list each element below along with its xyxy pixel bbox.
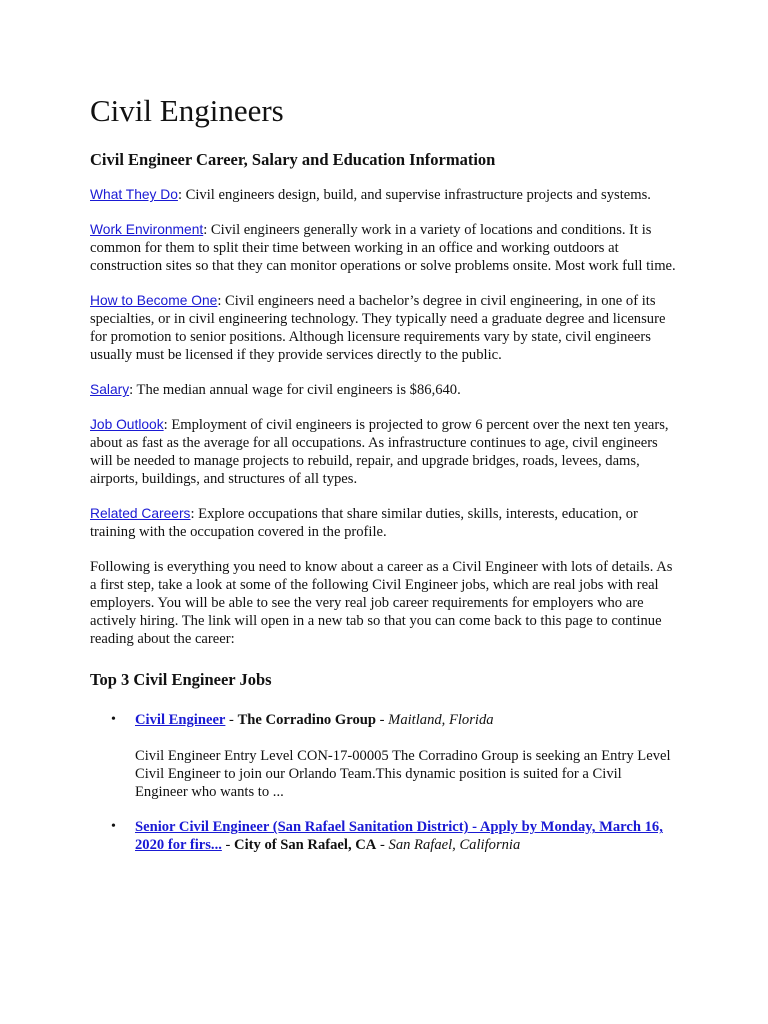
page-title: Civil Engineers [90,93,284,128]
section-job-outlook [90,416,678,488]
job-location: San Rafael, California [388,837,521,854]
what-they-do-link[interactable]: What They Do [90,187,178,203]
section-text: : Civil engineers generally work in a variety of locations and conditions. It is common for them to split their time between working in an office and working outdoors at construction sites so that they can monitor operations or solve problems onsite. Most work full time. [90,222,676,275]
job-outlook-link[interactable]: Job Outlook [90,417,164,433]
work-environment-link[interactable]: Work Environment [90,222,204,238]
section-text: : Civil engineers design, build, and supervise infrastructure projects and systems. [177,187,651,204]
intro-paragraph: Following is everything you need to know about a career as a Civil Engineer with lots of details. As a first step, take a look at some of the following Civil Engineer jobs, which are real jobs with real employers. You will be able to see the very real job career requirements for employers who are actively hiring. The link will open in a new tab so that you can come back to this page to continue reading about the career: [90,559,673,648]
section-text: : Employment of civil engineers is projected to grow 6 percent over the next ten years, about as fast as the average for all occupations. As infrastructure continues to age, civil engineers will be needed to manage projects to rebuild, repair, and upgrade bridges, roads, levees, dams, airports, buildings, and structures of all types. [90,417,669,488]
jobs-list [90,711,678,854]
list-item [111,711,678,801]
salary-link[interactable]: Salary [90,382,130,398]
jobs-heading: Top 3 Civil Engineer Jobs [90,670,272,690]
separator: - [375,712,389,729]
job-title-link[interactable]: Civil Engineer [135,712,226,729]
job-company: City of San Rafael, CA [234,837,377,854]
separator: - [221,837,235,854]
separator: - [225,712,238,729]
section-related-careers [90,505,678,541]
related-careers-link[interactable]: Related Careers [90,506,191,522]
job-title-link[interactable]: Senior Civil Engineer (San Rafael Sanitation District) - Apply by Monday, March 16, 2020 for firs... [135,819,663,854]
how-to-become-one-link[interactable]: How to Become One [90,293,218,309]
section-work-environment [90,221,678,275]
section-salary [90,381,678,399]
section-how-to-become-one [90,292,678,364]
section-text: : The median annual wage for civil engineers is $86,640. [129,382,461,399]
section-text: : Explore occupations that share similar duties, skills, interests, education, or training with the occupation covered in the profile. [90,506,638,541]
job-description: Civil Engineer Entry Level CON-17-00005 The Corradino Group is seeking an Entry Level Civil Engineer to join our Orlando Team.This dynamic position is suited for a Civil Engineer who wants to ... [135,748,671,801]
separator: - [376,837,389,854]
section-what-they-do [90,186,678,204]
section-text: : Civil engineers need a bachelor’s degree in civil engineering, in one of its specialties, or in civil engineering technology. They typically need a graduate degree and licensure for promotion to senior positions. Although licensure requirements vary by state, civil engineers usually must be licensed if they provide services directly to the public. [90,293,666,364]
job-company: The Corradino Group [237,712,376,729]
page-subtitle: Civil Engineer Career, Salary and Education Information [90,149,496,169]
job-location: Maitland, Florida [388,712,494,729]
list-item [111,818,678,854]
bullet-icon: • [111,819,116,835]
bullet-icon: • [111,712,116,728]
